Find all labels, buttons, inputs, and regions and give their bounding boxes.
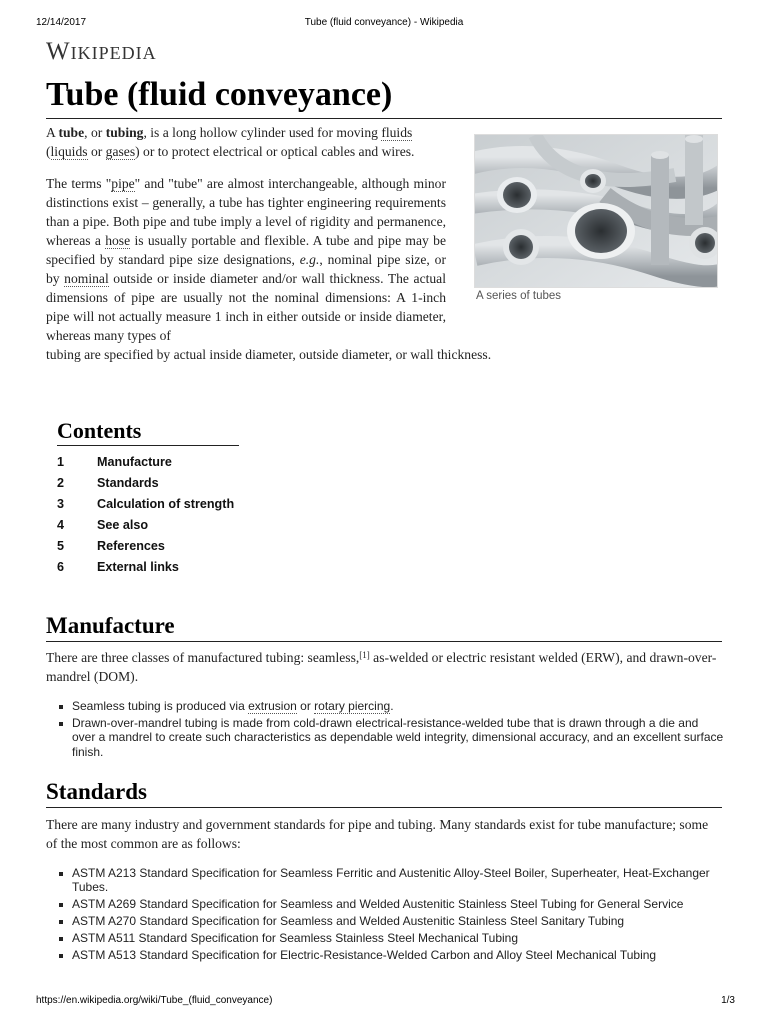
print-date: 12/14/2017 <box>36 17 87 28</box>
text-run: , nominal pipe size, or by <box>46 252 446 286</box>
tubes-illustration <box>475 135 718 288</box>
italic-eg: e.g. <box>299 252 320 267</box>
text-run: or <box>296 699 315 713</box>
link-pipe[interactable]: pipe <box>111 176 135 191</box>
intro-paragraph-2 <box>46 174 446 345</box>
text-run: or <box>87 144 106 159</box>
toc-number: 2 <box>57 476 65 490</box>
print-page-title: Tube (fluid conveyance) - Wikipedia <box>304 17 464 28</box>
tubes-photo[interactable] <box>474 134 718 288</box>
heading-standards: Standards <box>46 778 722 808</box>
toc-item-references[interactable] <box>57 537 234 558</box>
text-run: ( <box>46 144 51 159</box>
text-run: outside or inside diameter and/or wall thickness. The actual dimensions of pipe are usually not the nominal dimensions: A 1-inch pipe will not actually measure 1 inch in either outside or inside diameter, whereas many types of <box>46 271 446 343</box>
toc-label: External links <box>97 560 179 574</box>
link-extrusion[interactable]: extrusion <box>248 699 297 713</box>
link-hose[interactable]: hose <box>105 233 131 248</box>
toc-number: 1 <box>57 455 65 469</box>
list-item: ASTM A270 Standard Specification for Seamless and Welded Austenitic Stainless Steel Sanitary Tubing <box>56 914 724 928</box>
list-item: ASTM A513 Standard Specification for Electric-Resistance-Welded Carbon and Alloy Steel Mechanical Tubing <box>56 948 724 962</box>
list-item <box>56 699 724 713</box>
wordmark-text: Wikipedia <box>46 38 157 65</box>
image-caption: A series of tubes <box>476 290 562 302</box>
toc-list <box>57 453 234 579</box>
text-run: is usually portable and flexible. A tube and pipe may be specified by standard pipe size designations, <box>46 233 446 267</box>
toc-number: 5 <box>57 539 65 553</box>
toc-label: Calculation of strength <box>97 497 235 511</box>
text-run: ) or to protect electrical or optical cables and wires. <box>135 144 415 159</box>
list-item: ASTM A511 Standard Specification for Seamless Stainless Steel Mechanical Tubing <box>56 931 724 945</box>
list-item: ASTM A269 Standard Specification for Seamless and Welded Austenitic Stainless Steel Tubing for General Service <box>56 897 724 911</box>
print-url: https://en.wikipedia.org/wiki/Tube_(fluid_conveyance) <box>36 995 273 1006</box>
manufacture-paragraph <box>46 648 722 686</box>
citation-1[interactable]: [1] <box>359 650 370 660</box>
intro-paragraph-2-last-line: tubing are specified by actual inside diameter, outside diameter, or wall thickness. <box>46 347 492 362</box>
text-run: , or <box>84 125 106 140</box>
link-rotary-piercing[interactable]: rotary piercing <box>314 699 391 713</box>
toc-number: 6 <box>57 560 65 574</box>
manufacture-list <box>56 699 724 762</box>
page-title: Tube (fluid conveyance) <box>46 74 722 119</box>
print-page-number: 1/3 <box>721 995 735 1006</box>
toc-item-standards[interactable] <box>57 474 234 495</box>
toc-item-manufacture[interactable] <box>57 453 234 474</box>
heading-manufacture: Manufacture <box>46 612 722 642</box>
print-header <box>0 17 768 31</box>
standards-paragraph: There are many industry and government standards for pipe and tubing. Many standards exist for tube manufacture; some of the most common are as follows: <box>46 817 709 851</box>
bold-term-tube: tube <box>58 125 85 140</box>
toc-label: Standards <box>97 476 159 490</box>
text-run: as-welded or electric resistant welded (ERW), and drawn-over-mandrel (DOM). <box>46 650 717 684</box>
link-liquids[interactable]: liquids <box>50 144 88 159</box>
intro-paragraph-1 <box>46 123 452 161</box>
wikipedia-wordmark[interactable] <box>46 38 157 66</box>
toc-item-external-links[interactable] <box>57 558 234 579</box>
toc-item-calculation-of-strength[interactable] <box>57 495 234 516</box>
link-fluids[interactable]: fluids <box>381 125 413 140</box>
link-gases[interactable]: gases <box>105 144 136 159</box>
print-footer <box>0 995 768 1009</box>
text-run: There are three classes of manufactured tubing: seamless, <box>46 650 360 665</box>
list-item: ASTM A213 Standard Specification for Seamless Ferritic and Austenitic Alloy-Steel Boiler, Superheater, Heat-Exchanger Tubes. <box>56 866 724 895</box>
text-run: Seamless tubing is produced via <box>72 699 249 713</box>
text-run: The terms " <box>46 176 112 191</box>
toc-number: 3 <box>57 497 65 511</box>
text-run: A <box>46 125 59 140</box>
toc-number: 4 <box>57 518 65 532</box>
toc-label: References <box>97 539 165 553</box>
text-run: . <box>390 699 394 713</box>
link-nominal[interactable]: nominal <box>64 271 109 286</box>
text-run: " and "tube" are almost interchangeable, although minor distinctions exist – generally, a tube has tighter engineering requirements than a pipe. Both pipe and tube imply a level of rigidity and permanence, whereas a <box>46 176 446 248</box>
standards-list <box>56 866 724 965</box>
toc-label: See also <box>97 518 149 532</box>
toc-item-see-also[interactable] <box>57 516 234 537</box>
bold-term-tubing: tubing <box>105 125 144 140</box>
list-item: Drawn-over-mandrel tubing is made from cold-drawn electrical-resistance-welded tube that is drawn through a die and over a mandrel to create such characteristics as dependable weld integrity, dimensional accuracy, and an excellent surface finish. <box>56 716 724 759</box>
toc-title: Contents <box>57 418 239 446</box>
toc-label: Manufacture <box>97 455 172 469</box>
text-run: , is a long hollow cylinder used for moving <box>143 125 382 140</box>
